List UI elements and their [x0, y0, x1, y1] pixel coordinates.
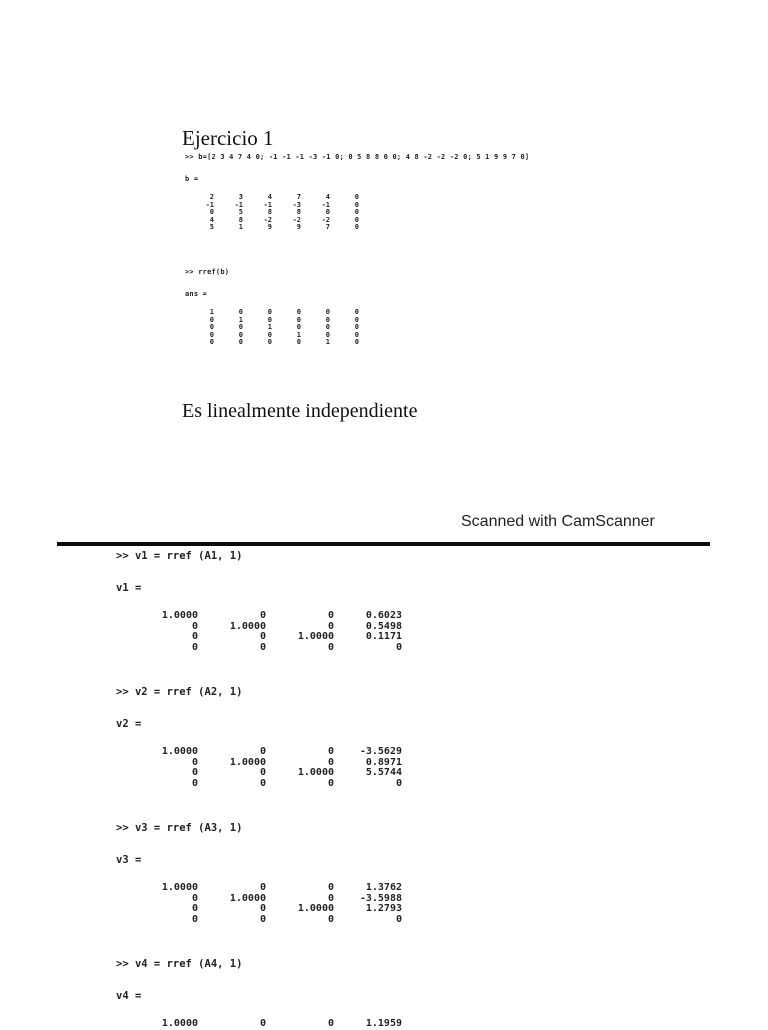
matrix-cell: 7 [325, 223, 330, 231]
matrix-cell: 0 [296, 338, 301, 346]
matrix-row [130, 1019, 402, 1030]
command-line: >> v2 = rref (A2, 1) [116, 686, 243, 698]
matrix-cell: 0.1171 [365, 631, 402, 642]
matrix-cell: 0 [327, 777, 334, 789]
matrix-cell: -2 [292, 215, 301, 224]
divider-line [57, 542, 710, 546]
matrix-cell: 1 [296, 330, 301, 339]
matrix-cell: 0 [327, 1018, 334, 1029]
matrix-cell: 0 [191, 913, 198, 925]
matrix-cell: 0 [395, 641, 402, 653]
matrix-row [130, 768, 402, 779]
ans-matrix [185, 309, 359, 347]
result-matrix [130, 747, 402, 789]
matrix-cell: 0 [296, 308, 301, 316]
matrix-row [130, 894, 402, 905]
matrix-cell: 0 [191, 777, 198, 789]
matrix-cell: 8 [238, 215, 243, 224]
matrix-cell: 1.0000 [161, 1018, 198, 1029]
matrix-cell: 0 [395, 777, 402, 789]
matrix-cell: 0 [354, 323, 359, 331]
matrix-cell: 0 [191, 767, 198, 778]
matrix-cell: 0 [191, 903, 198, 914]
matrix-cell: 0 [267, 338, 272, 346]
matrix-cell: 1 [238, 223, 243, 231]
conclusion-text: Es linealmente independiente [182, 400, 418, 422]
matrix-cell: 0 [296, 315, 301, 324]
matrix-cell: 0 [327, 756, 334, 768]
ans-label: ans = [185, 290, 208, 298]
matrix-cell: 0 [259, 1018, 266, 1029]
command-rref: >> rref(b) [185, 268, 230, 276]
matrix-cell: -1 [263, 200, 272, 209]
matrix-cell: -2 [263, 215, 272, 224]
matrix-cell: -1 [205, 200, 214, 209]
result-label: v3 = [116, 854, 142, 866]
matrix-cell: 0 [209, 330, 214, 339]
matrix-cell: 0 [267, 315, 272, 324]
matrix-cell: 1.2793 [365, 903, 402, 914]
result-label: v4 = [116, 990, 142, 1002]
matrix-row [185, 224, 359, 232]
matrix-cell: 0 [259, 641, 266, 653]
matrix-cell: 1 [325, 338, 330, 346]
matrix-cell: 0 [209, 208, 214, 216]
matrix-row [130, 622, 402, 633]
matrix-cell: 1.0000 [161, 746, 198, 757]
matrix-cell: 0 [191, 620, 198, 632]
result-label: v1 = [116, 582, 142, 594]
matrix-cell: 0 [259, 746, 266, 757]
matrix-cell: 0 [209, 323, 214, 331]
command-line: >> v3 = rref (A3, 1) [116, 822, 243, 834]
result-label: v2 = [116, 718, 142, 730]
matrix-cell: 0 [325, 208, 330, 216]
matrix-row [130, 643, 402, 654]
matrix-cell: 0 [259, 913, 266, 925]
matrix-cell: 0 [259, 882, 266, 893]
matrix-cell: 0 [395, 913, 402, 925]
matrix-row [130, 611, 402, 622]
matrix-cell: 1 [209, 308, 214, 316]
matrix-cell: 0 [209, 338, 214, 346]
matrix-cell: 1.0000 [161, 882, 198, 893]
matrix-cell: 9 [296, 223, 301, 231]
result-matrix [130, 883, 402, 925]
matrix-cell: 1.3762 [365, 882, 402, 893]
matrix-cell: 1.0000 [297, 631, 334, 642]
matrix-cell: 0 [296, 323, 301, 331]
matrix-cell: 0 [354, 200, 359, 209]
matrix-cell: 7 [296, 193, 301, 201]
matrix-cell: 0 [354, 223, 359, 231]
matrix-row [130, 904, 402, 915]
matrix-cell: 0 [267, 330, 272, 339]
matrix-cell: 2 [209, 193, 214, 201]
matrix-cell: 5 [238, 208, 243, 216]
camscanner-watermark: Scanned with CamScanner [461, 513, 655, 530]
matrix-cell: 0 [191, 892, 198, 904]
matrix-cell: 4 [325, 193, 330, 201]
matrix-cell: 0 [267, 308, 272, 316]
matrix-cell: 0 [327, 913, 334, 925]
matrix-cell: 0 [327, 620, 334, 632]
matrix-cell: 0 [327, 892, 334, 904]
matrix-cell: 0 [354, 193, 359, 201]
matrix-cell: 0 [259, 767, 266, 778]
matrix-cell: -1 [234, 200, 243, 209]
matrix-cell: 1.0000 [229, 756, 266, 768]
matrix-cell: 0.5498 [365, 620, 402, 632]
matrix-cell: 0 [259, 777, 266, 789]
matrix-cell: 1.0000 [161, 610, 198, 621]
matrix-cell: 4 [267, 193, 272, 201]
matrix-cell: 1.0000 [229, 892, 266, 904]
matrix-cell: 0 [325, 323, 330, 331]
matrix-cell: -1 [321, 200, 330, 209]
matrix-cell: 4 [209, 215, 214, 224]
command-b: >> b=[2 3 4 7 4 0; -1 -1 -1 -3 -1 0; 0 5 8 8 0 0; 4 8 -2 -2 -2 0; 5 1 9 9 7 0] [185, 153, 530, 161]
matrix-row [130, 632, 402, 643]
matrix-cell: 0 [327, 610, 334, 621]
matrix-cell: 0 [238, 338, 243, 346]
matrix-cell: 1.1959 [365, 1018, 402, 1029]
exercise-title: Ejercicio 1 [182, 126, 274, 150]
matrix-cell: 0 [354, 308, 359, 316]
matrix-cell: 0 [327, 641, 334, 653]
matrix-cell: 0 [354, 215, 359, 224]
matrix-cell: 1 [267, 323, 272, 331]
matrix-cell: 0.6023 [365, 610, 402, 621]
matrix-cell: 0 [238, 308, 243, 316]
matrix-cell: 0 [259, 631, 266, 642]
matrix-cell: 0 [325, 330, 330, 339]
matrix-cell: 1.0000 [229, 620, 266, 632]
b-matrix [185, 194, 359, 232]
matrix-cell: 0 [325, 315, 330, 324]
matrix-row [130, 779, 402, 790]
result-matrix [130, 1019, 402, 1030]
matrix-cell: 0 [259, 903, 266, 914]
command-line: >> v1 = rref (A1, 1) [116, 550, 243, 562]
matrix-cell: 0 [191, 756, 198, 768]
matrix-cell: 8 [267, 208, 272, 216]
matrix-cell: 0 [238, 323, 243, 331]
matrix-cell: 9 [267, 223, 272, 231]
matrix-cell: 1.0000 [297, 767, 334, 778]
matrix-cell: 1 [238, 315, 243, 324]
matrix-cell: 0 [354, 208, 359, 216]
matrix-cell: 5.5744 [365, 767, 402, 778]
matrix-row [185, 339, 359, 347]
matrix-cell: -3 [292, 200, 301, 209]
matrix-row [130, 758, 402, 769]
matrix-cell: 0 [327, 882, 334, 893]
result-matrix [130, 611, 402, 653]
matrix-cell: 3 [238, 193, 243, 201]
matrix-cell: 0 [259, 610, 266, 621]
matrix-cell: 0 [354, 338, 359, 346]
matrix-cell: 0 [238, 330, 243, 339]
matrix-row [130, 883, 402, 894]
matrix-cell: -3.5629 [359, 746, 402, 757]
matrix-row [130, 915, 402, 926]
matrix-cell: 1.0000 [297, 903, 334, 914]
matrix-cell: 0.8971 [365, 756, 402, 768]
matrix-cell: 8 [296, 208, 301, 216]
matrix-cell: 0 [354, 315, 359, 324]
matrix-row [130, 747, 402, 758]
matrix-cell: 5 [209, 223, 214, 231]
command-line: >> v4 = rref (A4, 1) [116, 958, 243, 970]
matrix-cell: -3.5988 [359, 892, 402, 904]
matrix-cell: 0 [209, 315, 214, 324]
matrix-cell: -2 [321, 215, 330, 224]
matrix-cell: 0 [325, 308, 330, 316]
matrix-cell: 0 [327, 746, 334, 757]
b-label: b = [185, 175, 199, 183]
matrix-cell: 0 [354, 330, 359, 339]
matrix-cell: 0 [191, 641, 198, 653]
matrix-cell: 0 [191, 631, 198, 642]
